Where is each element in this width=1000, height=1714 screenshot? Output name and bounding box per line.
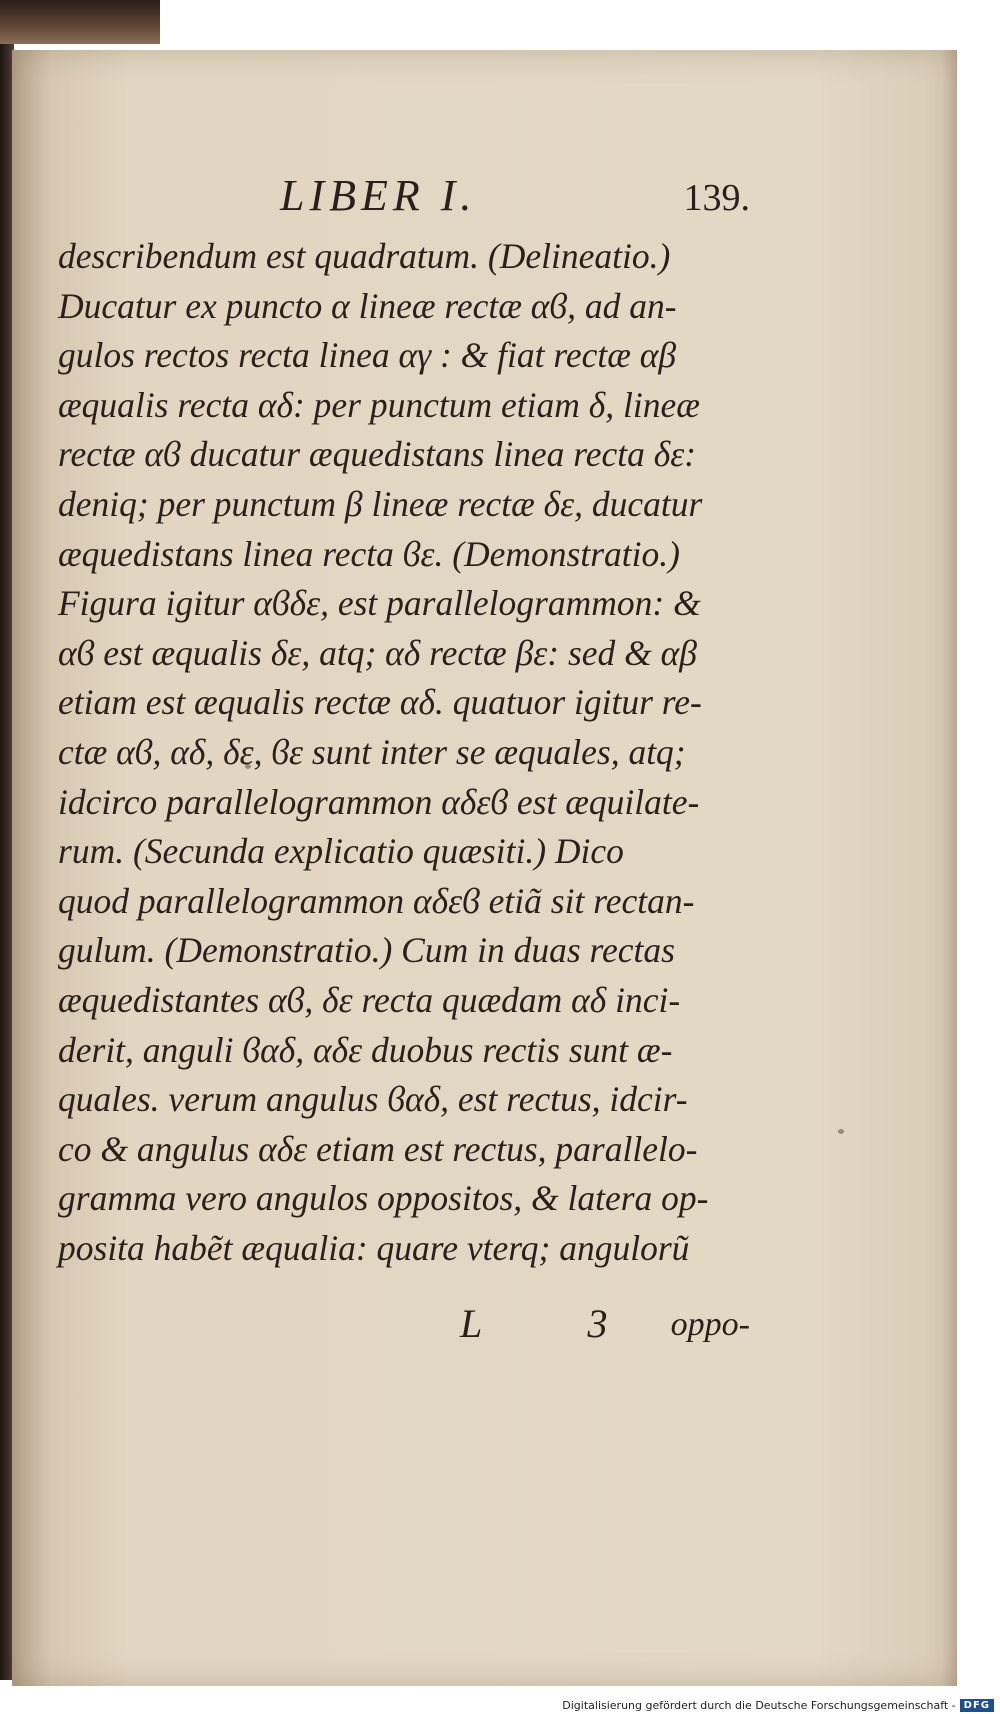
- background-margin: [957, 50, 1000, 1700]
- text-line: æquedistans linea recta ϐε. (Demonstratio.): [58, 533, 680, 574]
- text-line: gramma vero angulos oppositos, & latera op-: [58, 1178, 709, 1219]
- text-line: etiam est æqualis rectæ αδ. quatuor igitur re-: [58, 682, 702, 723]
- page-footer: [460, 1300, 750, 1350]
- catchword: oppo-: [670, 1306, 750, 1343]
- book-cover-corner: [0, 0, 160, 44]
- text-line: co & angulus αδε etiam est rectus, parallelo-: [58, 1128, 698, 1169]
- text-line: idcirco parallelogrammon αδεϐ est æquilate-: [58, 781, 700, 822]
- text-line: derit, anguli ϐαδ, αδε duobus rectis sunt æ-: [58, 1029, 673, 1070]
- signature-mark: L 3: [460, 1301, 656, 1346]
- text-line: deniq; per punctum β lineæ rectæ δε, ducatur: [58, 483, 703, 524]
- text-line: rum. (Secunda explicatio quæsiti.) Dico: [58, 831, 624, 872]
- credit-text: Digitalisierung gefördert durch die Deutsche Forschungsgemeinschaft -: [562, 1699, 956, 1712]
- paper-speck: [838, 1129, 844, 1134]
- text-line: Ducatur ex puncto α lineæ rectæ αϐ, ad an-: [58, 285, 677, 326]
- text-line: rectæ αϐ ducatur æquedistans linea recta δε:: [58, 434, 697, 475]
- text-line: æquedistantes αϐ, δε recta quædam αδ inci-: [58, 979, 681, 1020]
- text-line: quales. verum angulus ϐαδ, est rectus, idcir-: [58, 1079, 688, 1120]
- text-line: quod parallelogrammon αδεϐ etiã sit rectan-: [58, 880, 695, 921]
- body-text: [58, 232, 748, 1273]
- page-number: 139.: [683, 177, 750, 219]
- text-line: αϐ est æqualis δε, atq; αδ rectæ βε: sed & αβ: [58, 632, 697, 673]
- dfg-logo: DFG: [960, 1699, 994, 1712]
- text-line: describendum est quadratum. (Delineatio.): [58, 236, 671, 276]
- page-header: [280, 170, 750, 230]
- digitization-credit: [562, 1699, 994, 1712]
- text-line: gulum. (Demonstratio.) Cum in duas rectas: [58, 930, 675, 971]
- running-head: LIBER I.: [280, 171, 477, 220]
- text-line: Figura igitur αϐδε, est parallelogrammon: &: [58, 583, 701, 624]
- text-line: æqualis recta αδ: per punctum etiam δ, lineæ: [58, 384, 700, 425]
- text-line: ctæ αϐ, αδ, δε, ϐε sunt inter se æquales, atq;: [58, 731, 686, 772]
- text-line: gulos rectos recta linea αγ : & fiat rectæ αβ: [58, 335, 677, 376]
- text-line: posita habẽt æqualia: quare vterq; angulorũ: [58, 1227, 690, 1268]
